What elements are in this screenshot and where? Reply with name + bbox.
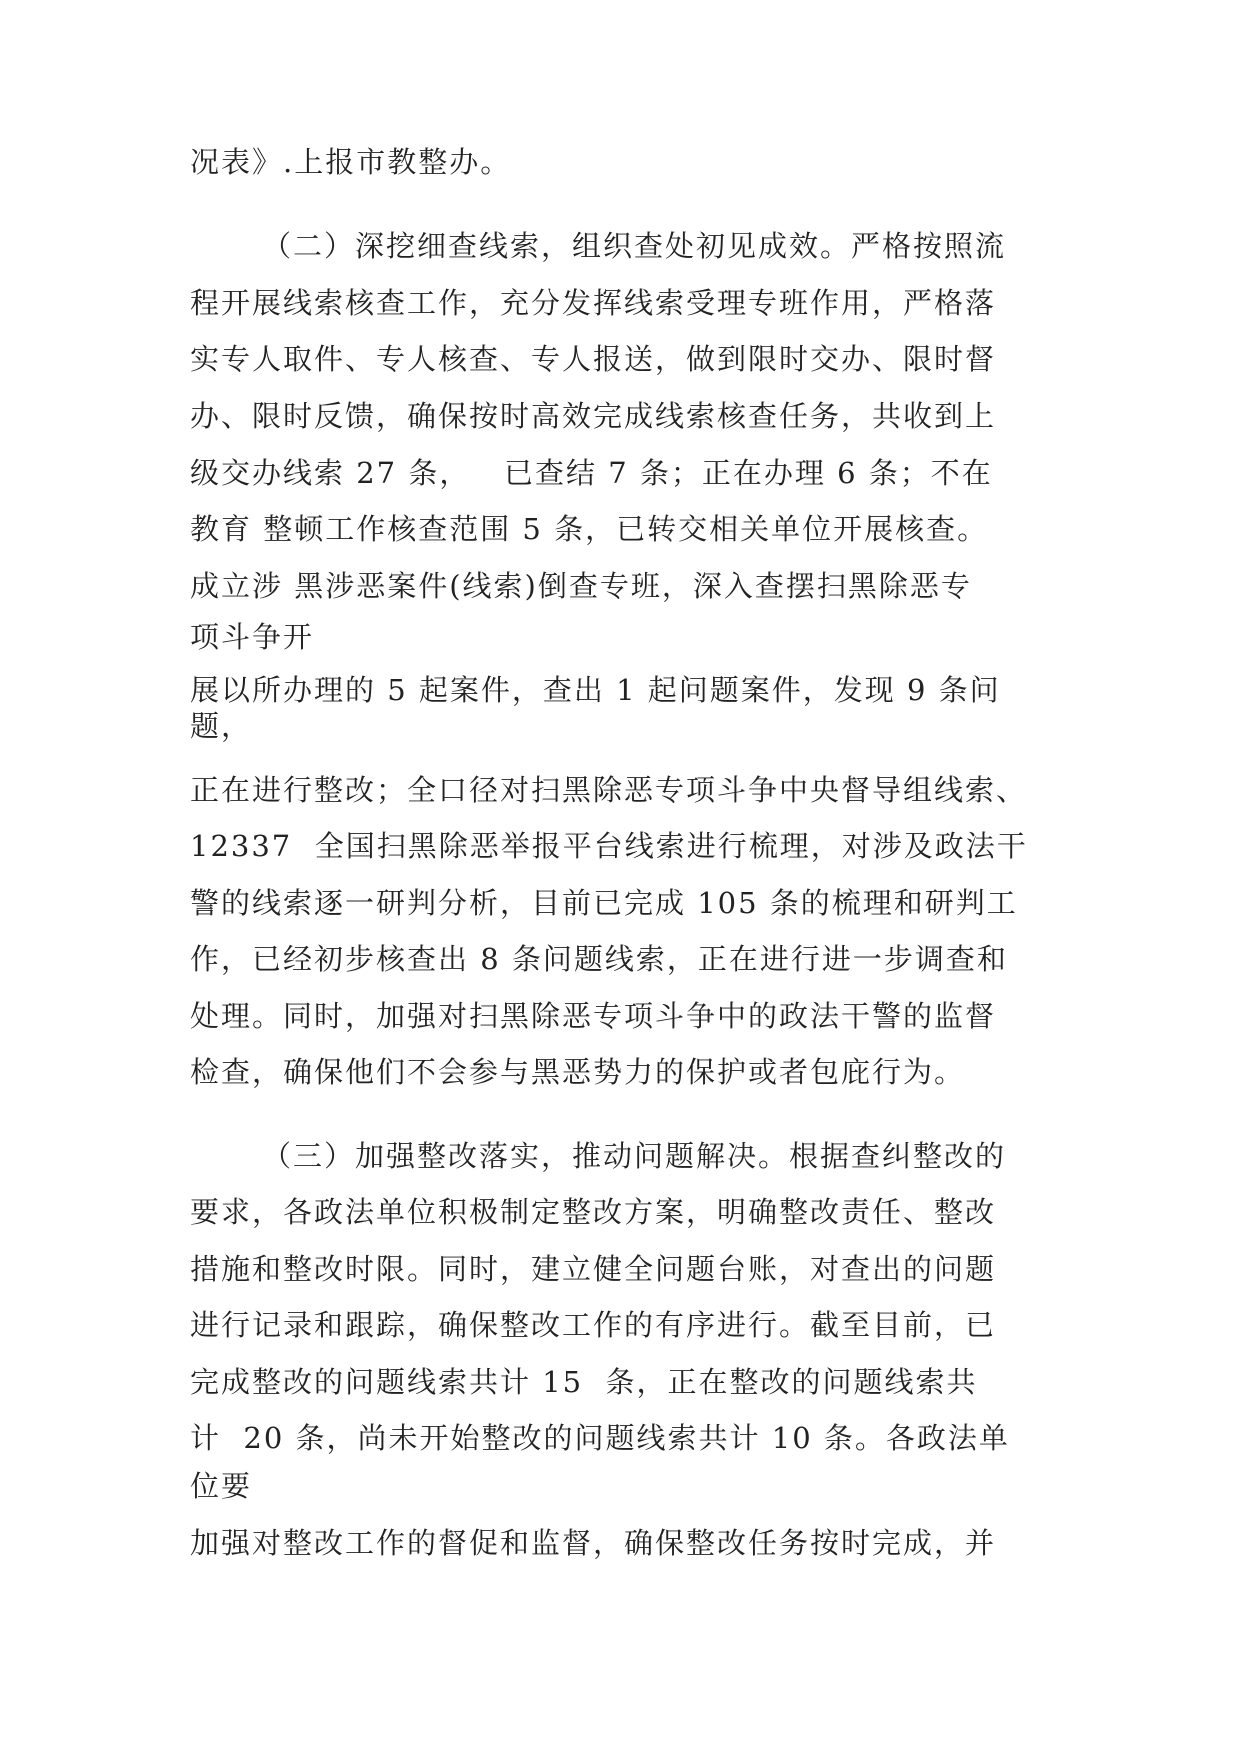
text-line-5: 办、限时反馈，确保按时高效完成线索核查任务，共收到上 <box>190 399 997 433</box>
text-line-12: 正在进行整改；全口径对扫黑除恶专项斗争中央督导组线索、 <box>190 773 1028 807</box>
text-line-18: （三）加强整改落实，推动问题解决。根据查纠整改的 <box>262 1139 1007 1173</box>
text-line-4: 实专人取件、专人核查、专人报送，做到限时交办、限时督 <box>190 342 997 376</box>
text-line-1: 况表》.上报市教整办。 <box>190 145 512 179</box>
text-line-14: 警的线索逐一研判分析，目前已完成 105 条的梳理和研判工 <box>190 886 1018 920</box>
text-line-13: 12337 全国扫黑除恶举报平台线索进行梳理，对涉及政法干 <box>190 829 1028 863</box>
text-line-23: 计 20 条，尚未开始整改的问题线索共计 10 条。各政法单 <box>190 1421 1010 1455</box>
text-line-25: 加强对整改工作的督促和监督，确保整改任务按时完成，并 <box>190 1526 997 1560</box>
text-line-9: 项斗争开 <box>190 620 315 654</box>
text-line-2: （二）深挖细查线索，组织查处初见成效。严格按照流 <box>262 229 1007 263</box>
text-line-11: 题， <box>190 709 253 743</box>
text-line-8: 成立涉 黑涉恶案件(线索)倒查专班，深入查摆扫黑除恶专 <box>190 569 972 603</box>
text-line-15: 作，已经初步核查出 8 条问题线索，正在进行进一步调查和 <box>190 942 1008 976</box>
text-line-21: 进行记录和跟踪，确保整改工作的有序进行。截至目前，已 <box>190 1308 997 1342</box>
text-line-17: 检查，确保他们不会参与黑恶势力的保护或者包庇行为。 <box>190 1055 966 1089</box>
text-line-20: 措施和整改时限。同时，建立健全问题台账，对查出的问题 <box>190 1252 997 1286</box>
text-line-19: 要求，各政法单位积极制定整改方案，明确整改责任、整改 <box>190 1195 997 1229</box>
text-line-6: 级交办线索 27 条， 已查结 7 条；正在办理 6 条；不在 <box>190 456 993 490</box>
text-line-10: 展以所办理的 5 起案件，查出 1 起问题案件，发现 9 条问 <box>190 673 1001 707</box>
text-line-3: 程开展线索核查工作，充分发挥线索受理专班作用，严格落 <box>190 286 997 320</box>
text-line-16: 处理。同时，加强对扫黑除恶专项斗争中的政法干警的监督 <box>190 999 997 1033</box>
text-line-7: 教育 整顿工作核查范围 5 条，已转交相关单位开展核查。 <box>190 512 989 546</box>
text-line-24: 位要 <box>190 1469 253 1503</box>
text-line-22: 完成整改的问题线索共计 15 条，正在整改的问题线索共 <box>190 1365 978 1399</box>
